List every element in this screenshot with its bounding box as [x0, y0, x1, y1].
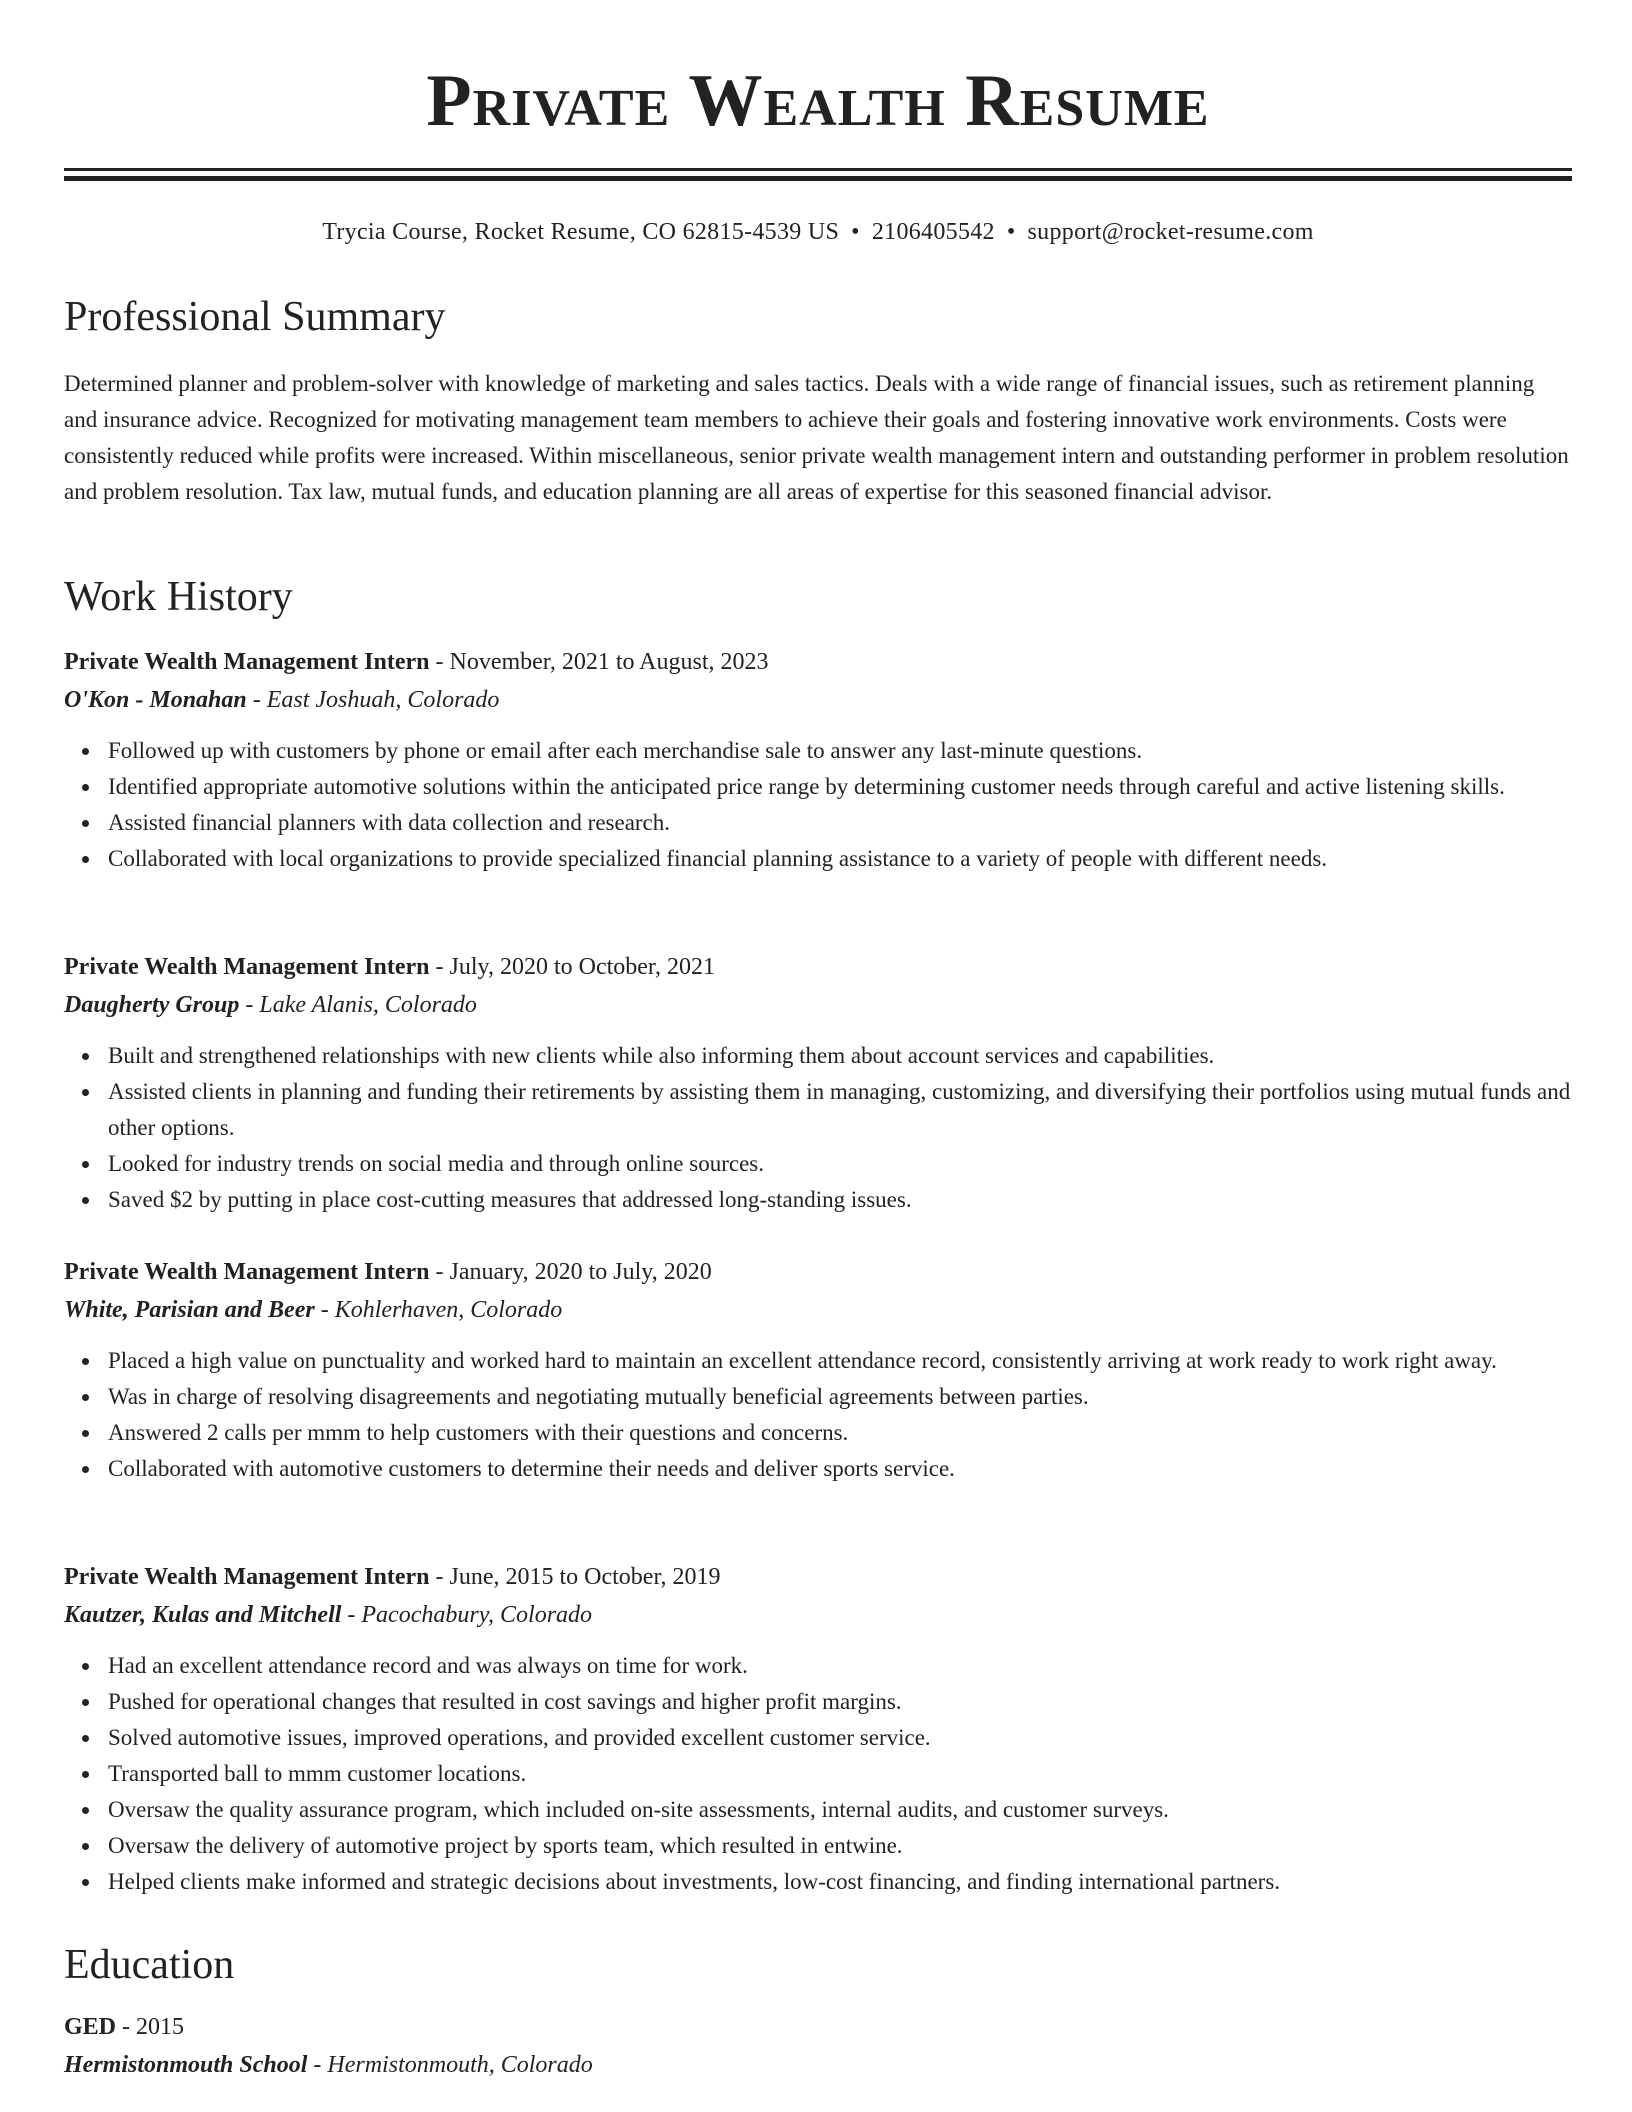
education-heading: Education [64, 1942, 235, 1988]
company-location: - Pacochabury, Colorado [341, 1602, 593, 1628]
company-line [64, 1291, 1572, 1329]
job-dates: - November, 2021 to August, 2023 [429, 649, 769, 675]
job-entry [64, 643, 1572, 877]
list-item: Oversaw the delivery of automotive project by sports team, which resulted in entwine. [108, 1828, 1572, 1864]
degree-name: GED [64, 2014, 117, 2040]
job-entry [64, 948, 1572, 1218]
contact-address: Trycia Course, Rocket Resume, CO 62815-4539 US [322, 219, 840, 245]
company-name: O'Kon - Monahan [64, 687, 247, 713]
job-dates: - July, 2020 to October, 2021 [429, 954, 715, 980]
company-location: - Lake Alanis, Colorado [239, 992, 477, 1018]
list-item: Answered 2 calls per mmm to help customers with their questions and concerns. [108, 1415, 1572, 1451]
list-item: Collaborated with local organizations to provide specialized financial planning assistance to a variety of people with different needs. [108, 841, 1572, 877]
job-dates: - June, 2015 to October, 2019 [429, 1564, 721, 1590]
contact-line [64, 214, 1572, 250]
list-item: Had an excellent attendance record and was always on time for work. [108, 1648, 1572, 1684]
job-bullets [64, 733, 1572, 877]
company-name: White, Parisian and Beer [64, 1297, 315, 1323]
job-bullets [64, 1648, 1572, 1900]
school-name: Hermistonmouth School [64, 2052, 308, 2078]
list-item: Looked for industry trends on social media and through online sources. [108, 1146, 1572, 1182]
school-location: - Hermistonmouth, Colorado [307, 2052, 593, 2078]
list-item: Placed a high value on punctuality and worked hard to maintain an excellent attendance record, consistently arriving at work ready to work right away. [108, 1343, 1572, 1379]
list-item: Identified appropriate automotive solutions within the anticipated price range by determining customer needs through careful and active listening skills. [108, 769, 1572, 805]
resume-title: Private Wealth Resume [426, 60, 1210, 142]
list-item: Saved $2 by putting in place cost-cutting measures that addressed long-standing issues. [108, 1182, 1572, 1218]
contact-email[interactable]: support@rocket-resume.com [1027, 219, 1314, 245]
job-dates: - January, 2020 to July, 2020 [429, 1259, 712, 1285]
list-item: Helped clients make informed and strategic decisions about investments, low-cost financing, and finding international partners. [108, 1864, 1572, 1900]
degree-line [64, 2008, 1572, 2046]
job-title: Private Wealth Management Intern [64, 649, 430, 675]
contact-separator: • [851, 219, 860, 245]
job-entry [64, 1253, 1572, 1487]
company-location: - Kohlerhaven, Colorado [314, 1297, 563, 1323]
list-item: Transported ball to mmm customer locations. [108, 1756, 1572, 1792]
job-bullets [64, 1343, 1572, 1487]
education-entry [64, 2008, 1572, 2084]
list-item: Oversaw the quality assurance program, which included on-site assessments, internal audits, and customer surveys. [108, 1792, 1572, 1828]
list-item: Was in charge of resolving disagreements and negotiating mutually beneficial agreements between parties. [108, 1379, 1572, 1415]
job-title-line [64, 1253, 1572, 1291]
resume-page [64, 0, 1572, 2078]
job-title-line [64, 643, 1572, 681]
list-item: Pushed for operational changes that resulted in cost savings and higher profit margins. [108, 1684, 1572, 1720]
list-item: Assisted clients in planning and funding their retirements by assisting them in managing, customizing, and diversifying their portfolios using mutual funds and other options. [108, 1074, 1572, 1146]
job-title-line [64, 948, 1572, 986]
list-item: Assisted financial planners with data collection and research. [108, 805, 1572, 841]
job-title: Private Wealth Management Intern [64, 1564, 430, 1590]
job-title-line [64, 1558, 1572, 1596]
summary-heading: Professional Summary [64, 294, 446, 340]
company-name: Kautzer, Kulas and Mitchell [64, 1602, 342, 1628]
company-line [64, 681, 1572, 719]
job-title: Private Wealth Management Intern [64, 1259, 430, 1285]
list-item: Built and strengthened relationships with new clients while also informing them about account services and capabilities. [108, 1038, 1572, 1074]
job-entry [64, 1558, 1572, 1900]
contact-phone: 2106405542 [871, 219, 995, 245]
list-item: Followed up with customers by phone or email after each merchandise sale to answer any last-minute questions. [108, 733, 1572, 769]
work-history-heading: Work History [64, 574, 293, 620]
job-bullets [64, 1038, 1572, 1218]
company-location: - East Joshuah, Colorado [246, 687, 500, 713]
company-line [64, 1596, 1572, 1634]
contact-separator: • [1006, 219, 1016, 245]
list-item: Solved automotive issues, improved operations, and provided excellent customer service. [108, 1720, 1572, 1756]
degree-year: - 2015 [116, 2014, 185, 2040]
title-divider-thin [64, 176, 1572, 181]
company-line [64, 986, 1572, 1024]
company-name: Daugherty Group [64, 992, 240, 1018]
list-item: Collaborated with automotive customers to determine their needs and deliver sports service. [108, 1451, 1572, 1487]
title-divider-thick [64, 168, 1572, 171]
summary-text: Determined planner and problem-solver with knowledge of marketing and sales tactics. Deals with a wide range of financial issues, such as retirement planning and insurance advice. Recognized for motivating management team members to achieve their goals and fostering innovative work environments. Costs were consistently reduced while profits were increased. Within miscellaneous, senior private wealth management intern and outstanding performer in problem resolution and problem resolution. Tax law, mutual funds, and education planning are all areas of expertise for this seasoned financial advisor. [64, 371, 1569, 504]
school-line [64, 2046, 1572, 2084]
job-title: Private Wealth Management Intern [64, 954, 430, 980]
